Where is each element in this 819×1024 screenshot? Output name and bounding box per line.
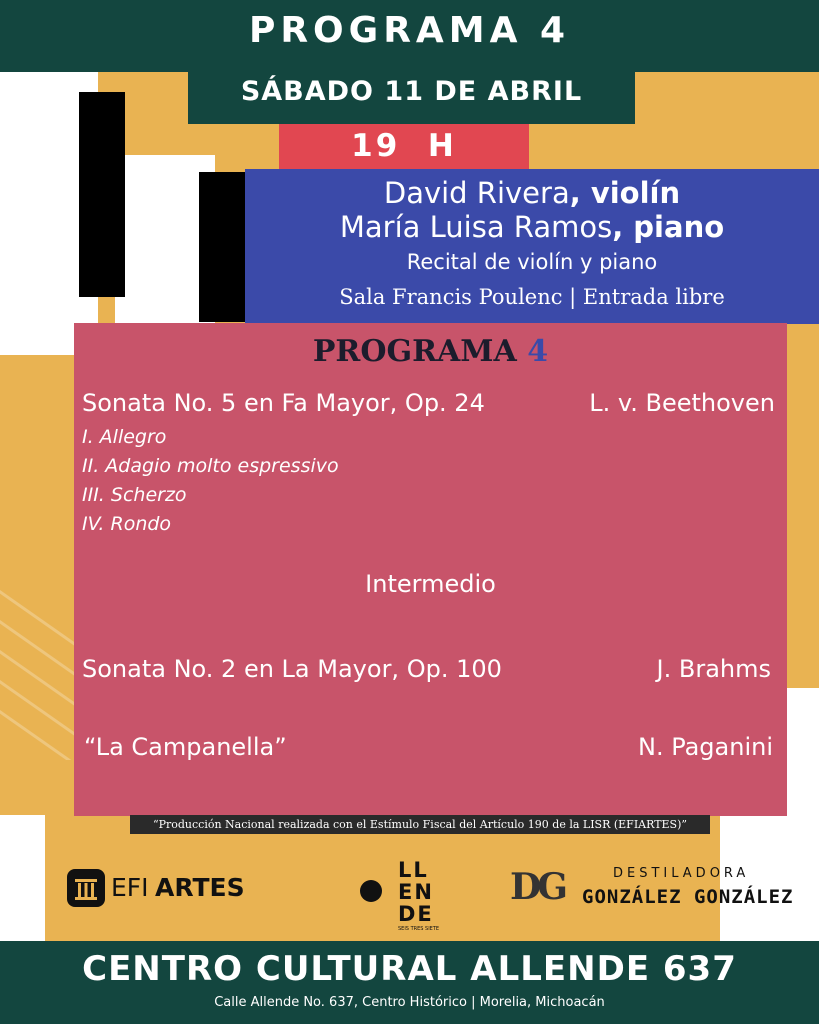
black-bar-right [199,172,245,322]
performer-name: María Luisa Ramos [339,210,613,244]
piece-title: Sonata No. 5 en Fa Mayor, Op. 24 [82,389,485,417]
event-time: 19 H [351,128,457,164]
white-block-bottom-left [0,815,45,941]
program-heading-word: PROGRAMA [312,334,517,369]
piece-composer: J. Brahms [656,655,771,683]
movement-item: IV. Rondo [82,513,172,535]
pleated-fan-graphic [0,580,74,760]
page-title: PROGRAMA 4 [248,10,571,51]
piece-composer: N. Paganini [637,733,773,761]
venue-address: Calle Allende No. 637, Centro Histórico | Morelia, Michoacán [214,995,605,1010]
program-heading-number: 4 [527,334,549,369]
allende-line: DE [398,902,434,926]
destiladora-top: DESTILADORA [613,866,750,881]
performer-role: , piano [612,210,725,244]
performer-violin [245,176,819,210]
efiartes-suffix: ARTES [155,873,245,902]
columns-icon [67,869,105,907]
movement-item: I. Allegro [82,426,167,448]
movement-item: III. Scherzo [82,484,187,506]
efiartes-logo [67,866,247,912]
dot-icon [360,880,382,902]
destiladora-monogram: DG [510,866,564,908]
allende-line: EN [398,880,434,904]
performer-name: David Rivera [383,176,570,210]
destiladora-logo [510,866,805,916]
piece-title: Sonata No. 2 en La Mayor, Op. 100 [82,655,502,683]
recital-description: Recital de violín y piano [406,250,658,274]
piece-title: “La Campanella” [84,733,287,761]
intermission-label: Intermedio [365,570,496,598]
allende-small: SEIS TRES SIETE [398,926,440,932]
allende-line: LL [398,858,429,882]
performer-piano [245,210,819,244]
event-date: SÁBADO 11 DE ABRIL [240,76,583,107]
black-bar-left [79,92,125,297]
destiladora-name: GONZÁLEZ GONZÁLEZ [582,886,794,908]
venue-line: Sala Francis Poulenc | Entrada libre [339,285,725,309]
fiscal-note: “Producción Nacional realizada con el Estímulo Fiscal del Artículo 190 de la LISR (EFIARTES)” [130,815,710,834]
allende-logo [360,856,455,936]
movement-item: II. Adagio molto espressivo [82,455,339,477]
piece-composer: L. v. Beethoven [589,389,775,417]
venue-name: CENTRO CULTURAL ALLENDE 637 [82,949,737,989]
performer-role: , violín [569,176,681,210]
efiartes-prefix: EFI [111,873,149,902]
program-heading [74,334,787,369]
